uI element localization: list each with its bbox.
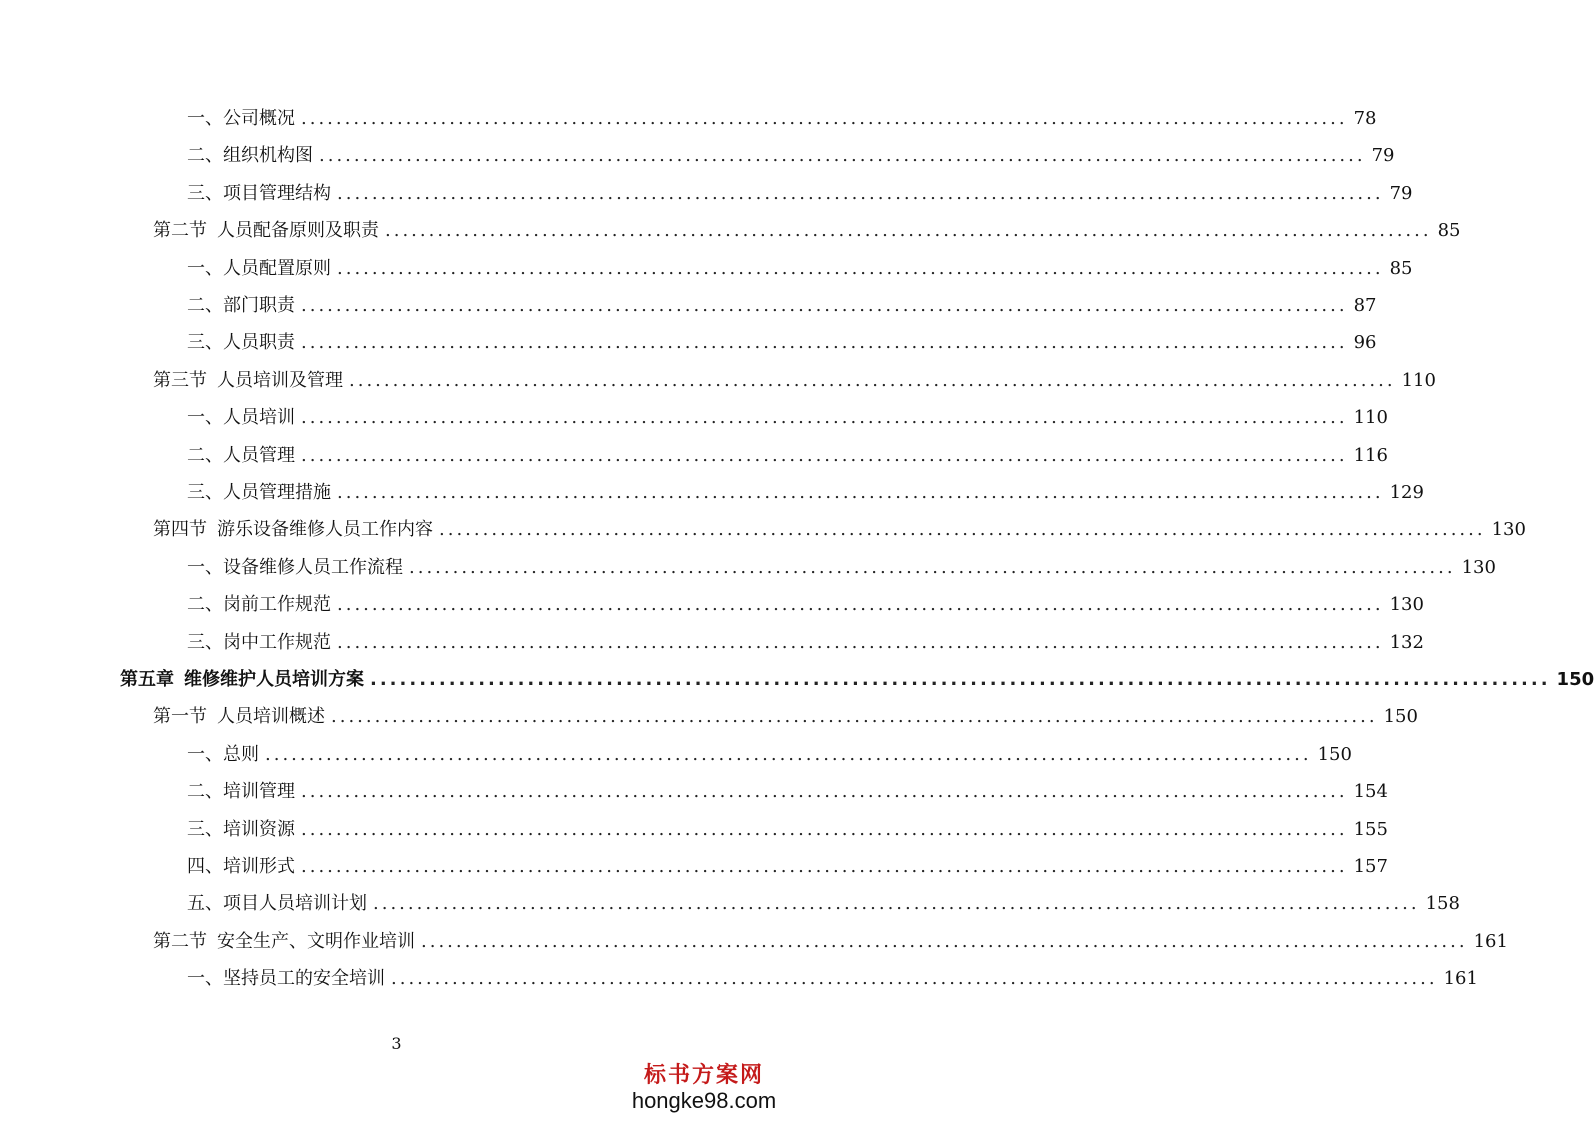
toc-number: 第一节 — [153, 706, 207, 728]
toc-number: 第五章 — [120, 669, 174, 690]
toc-title: 人员管理 — [223, 444, 295, 466]
watermark-name: 标书方案网 — [643, 1062, 764, 1088]
toc-title: 公司概况 — [223, 108, 295, 129]
toc-page-number: 79 — [1389, 182, 1413, 204]
toc-leader-dots: ........................................................................................................................ — [337, 594, 1384, 616]
toc-leader-dots: ........................................................................................................................ — [301, 332, 1348, 354]
toc-section-row[interactable] — [153, 519, 1526, 541]
toc-item-row[interactable] — [187, 631, 1424, 654]
toc-item-row[interactable] — [187, 407, 1388, 429]
toc-item-row[interactable] — [187, 182, 1413, 205]
toc-leader-dots: ........................................................................................................................ — [337, 257, 1384, 279]
toc-page-number: 150 — [1383, 706, 1418, 728]
toc-page-number: 150 — [1317, 743, 1352, 765]
toc-section-row[interactable] — [153, 220, 1461, 242]
toc-number: 一、 — [187, 407, 223, 429]
toc-leader-dots: ........................................................................................................................ — [301, 781, 1348, 803]
toc-page-number: 150 — [1556, 669, 1594, 690]
toc-item-row[interactable] — [187, 145, 1395, 167]
toc-item-row[interactable] — [187, 594, 1424, 616]
toc-number: 一、 — [187, 968, 223, 990]
toc-number: 三、 — [187, 182, 223, 204]
toc-number: 五、 — [187, 893, 223, 915]
toc-number: 一、 — [187, 556, 223, 578]
toc-item-row[interactable] — [187, 108, 1377, 130]
toc-title: 培训形式 — [223, 856, 295, 877]
toc-number: 第四节 — [153, 519, 207, 541]
toc-number: 第二节 — [153, 930, 207, 952]
toc-item-row[interactable] — [187, 818, 1388, 841]
toc-item-row[interactable] — [187, 893, 1460, 915]
toc-number: 第二节 — [153, 220, 207, 242]
toc-page-number: 130 — [1461, 556, 1496, 578]
toc-section-row[interactable] — [153, 369, 1436, 392]
toc-title: 人员配备原则及职责 — [217, 220, 379, 242]
toc-chapter-row[interactable] — [120, 669, 1594, 691]
toc-item-row[interactable] — [187, 781, 1388, 803]
toc-page-number: 161 — [1443, 968, 1478, 990]
toc-item-row[interactable] — [187, 856, 1388, 878]
toc-leader-dots: ........................................................................................................................ — [373, 893, 1420, 915]
toc-leader-dots: ........................................................................................................................ — [337, 182, 1384, 204]
toc-section-row[interactable] — [153, 930, 1508, 953]
toc-number: 一、 — [187, 743, 223, 765]
toc-number: 四、 — [187, 856, 223, 877]
toc-title: 岗中工作规范 — [223, 631, 331, 653]
toc-number: 一、 — [187, 257, 223, 279]
toc-leader-dots: ........................................................................................................................ — [337, 482, 1384, 503]
watermark-url: hongke98.com — [631, 1088, 777, 1113]
toc-item-row[interactable] — [187, 295, 1377, 317]
toc-title: 部门职责 — [223, 295, 295, 316]
toc-number: 二、 — [187, 145, 223, 167]
toc-title: 岗前工作规范 — [223, 594, 331, 616]
toc-page-number: 157 — [1353, 856, 1388, 877]
toc-title: 维修维护人员培训方案 — [184, 669, 364, 690]
toc-page-number: 110 — [1401, 369, 1436, 391]
toc-number: 二、 — [187, 594, 223, 616]
toc-number: 三、 — [187, 818, 223, 840]
toc-page-number: 85 — [1389, 257, 1413, 279]
toc-title: 人员培训 — [223, 407, 295, 429]
toc-section-row[interactable] — [153, 706, 1418, 728]
toc-leader-dots: ........................................................................................................................ — [349, 369, 1396, 391]
toc-number: 第三节 — [153, 369, 207, 391]
toc-page-number: 130 — [1389, 594, 1424, 616]
toc-title: 安全生产、文明作业培训 — [217, 930, 415, 952]
toc-title: 游乐设备维修人员工作内容 — [217, 519, 433, 541]
toc-leader-dots: ........................................................................................................................ — [301, 818, 1348, 840]
toc-page-number: 78 — [1353, 108, 1377, 129]
toc-page-number: 132 — [1389, 631, 1424, 653]
toc-title: 坚持员工的安全培训 — [223, 968, 385, 990]
toc-leader-dots: ........................................................................................................................ — [301, 108, 1348, 129]
toc-title: 设备维修人员工作流程 — [223, 556, 403, 578]
toc-leader-dots: ........................................................................................................................ — [385, 220, 1432, 242]
toc-title: 培训资源 — [223, 818, 295, 840]
toc-title: 人员配置原则 — [223, 257, 331, 279]
toc-item-row[interactable] — [187, 482, 1424, 504]
toc-leader-dots: ........................................................................................................................ — [319, 145, 1366, 167]
toc-number: 二、 — [187, 444, 223, 466]
toc-leader-dots: ........................................................................................................................ — [370, 669, 1551, 690]
toc-leader-dots: ........................................................................................................................ — [391, 968, 1438, 990]
toc-leader-dots: ........................................................................................................................ — [331, 706, 1378, 728]
toc-leader-dots: ........................................................................................................................ — [301, 295, 1348, 316]
toc-title: 项目管理结构 — [223, 182, 331, 204]
toc-number: 三、 — [187, 631, 223, 653]
toc-page-number: 130 — [1491, 519, 1526, 541]
toc-title: 组织机构图 — [223, 145, 313, 167]
toc-page-number: 155 — [1353, 818, 1388, 840]
toc-page-number: 110 — [1353, 407, 1388, 429]
toc-leader-dots: ........................................................................................................................ — [439, 519, 1486, 541]
toc-leader-dots: ........................................................................................................................ — [421, 930, 1468, 952]
toc-title: 人员培训概述 — [217, 706, 325, 728]
toc-item-row[interactable] — [187, 332, 1377, 354]
toc-item-row[interactable] — [187, 444, 1388, 467]
toc-item-row[interactable] — [187, 556, 1496, 579]
toc-number: 一、 — [187, 108, 223, 129]
toc-title: 人员管理措施 — [223, 482, 331, 503]
toc-title: 项目人员培训计划 — [223, 893, 367, 915]
toc-leader-dots: ........................................................................................................................ — [265, 743, 1312, 765]
toc-page-number: 79 — [1371, 145, 1395, 167]
toc-page-number: 96 — [1353, 332, 1377, 354]
toc-number: 三、 — [187, 332, 223, 354]
toc-item-row[interactable] — [187, 968, 1478, 990]
toc-page-number: 154 — [1353, 781, 1388, 803]
toc-title: 人员职责 — [223, 332, 295, 354]
toc-page-number: 85 — [1437, 220, 1461, 242]
watermark-logo — [629, 1062, 779, 1114]
toc-page-number: 158 — [1425, 893, 1460, 915]
toc-title: 人员培训及管理 — [217, 369, 343, 391]
toc-item-row[interactable] — [187, 743, 1352, 766]
toc-leader-dots: ........................................................................................................................ — [301, 444, 1348, 466]
toc-leader-dots: ........................................................................................................................ — [301, 856, 1348, 877]
toc-page-number: 116 — [1353, 444, 1388, 466]
toc-leader-dots: ........................................................................................................................ — [409, 556, 1456, 578]
toc-page-number: 161 — [1473, 930, 1508, 952]
toc-leader-dots: ........................................................................................................................ — [301, 407, 1348, 429]
toc-page-number: 87 — [1353, 295, 1377, 316]
page-number: 3 — [391, 1034, 402, 1053]
toc-item-row[interactable] — [187, 257, 1413, 280]
toc-number: 二、 — [187, 781, 223, 803]
toc-title: 培训管理 — [223, 781, 295, 803]
toc-number: 二、 — [187, 295, 223, 316]
toc-number: 三、 — [187, 482, 223, 503]
toc-leader-dots: ........................................................................................................................ — [337, 631, 1384, 653]
toc-page-number: 129 — [1389, 482, 1424, 503]
toc-title: 总则 — [223, 743, 259, 765]
